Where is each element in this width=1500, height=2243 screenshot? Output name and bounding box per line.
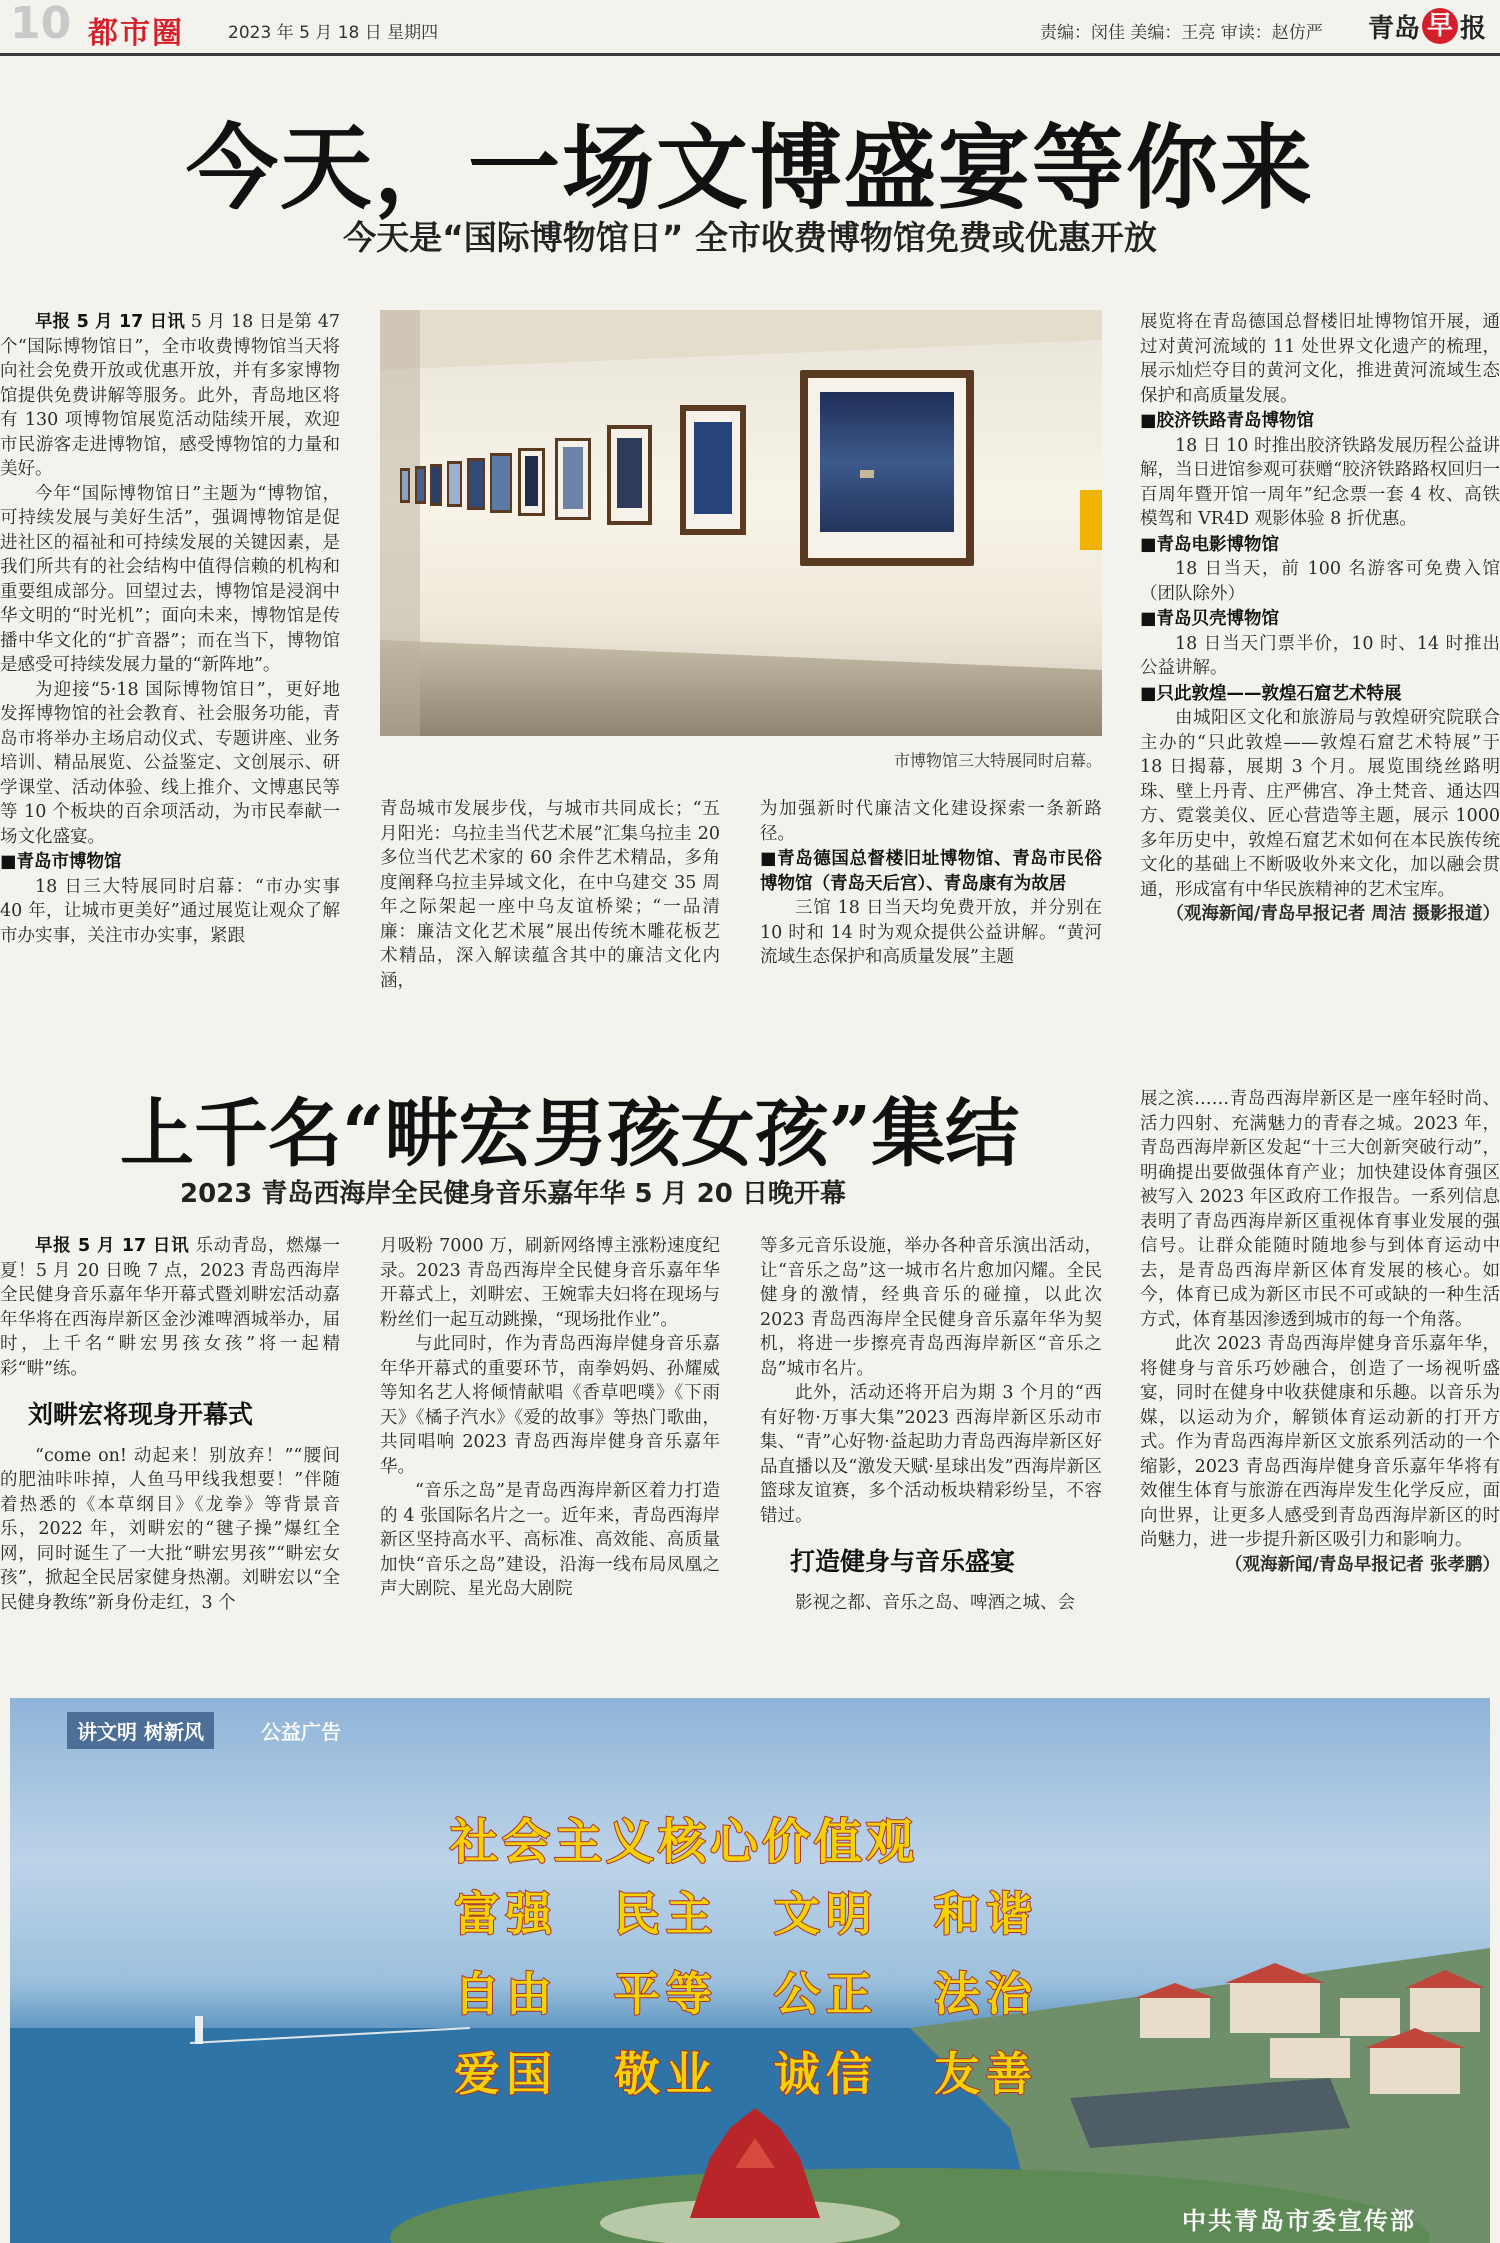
article1-c1-heading: ■青岛市博物馆 [0,852,122,872]
article1-c1-p4: 18 日三大特展同时启幕：“市办实事 40 年，让城市更美好”通过展览让观众了解市办实事，关注市办实事，紧跟 [0,876,340,946]
page-number: 10 [10,0,72,49]
article1-column-4 [1140,310,1500,1015]
core-value: 文明 [774,1887,878,1941]
page-header [0,0,1500,56]
core-value: 法治 [934,1967,1038,2021]
article2-c2-p2: 与此同时，作为青岛西海岸健身音乐嘉年华开幕式的重要环节，南拳妈妈、孙耀威等知名艺人将倾情献唱《香草吧噗》《下雨天》《橘子汽水》《爱的故事》等热门歌曲，共同唱响 2023 青岛西海岸健身音乐嘉年华。 [380,1334,720,1477]
core-value: 富强 [454,1887,558,1941]
article1-subhead: 今天是“国际博物馆日” 全市收费博物馆免费或优惠开放 [343,218,1157,257]
core-value: 友善 [934,2047,1038,2101]
photo-caption: 市博物馆三大特展同时启幕。 [893,751,1102,770]
core-value: 诚信 [774,2047,878,2101]
section-name: 都市圈 [88,16,184,51]
article1-credit: （观海新闻/青岛早报记者 周洁 摄影报道） [1166,904,1500,924]
core-value: 和谐 [934,1887,1038,1941]
article1-c3-p1: 为加强新时代廉洁文化建设探索一条新路径。 [760,799,1102,844]
article2-credit: （观海新闻/青岛早报记者 张孝鹏） [1225,1554,1500,1575]
article1-headline: 今天，一场文博盛宴等你来 [185,114,1314,222]
article2-c3-p3: 影视之都、音乐之岛、啤酒之城、会 [795,1592,1075,1613]
core-value: 平等 [614,1967,718,2021]
article2-c2-p3: “音乐之岛”是青岛西海岸新区着力打造的 4 张国际名片之一。近年来，青岛西海岸新区坚持高水平、高标准、高效能、高质量加快“音乐之岛”建设，沿海一线布局凤凰之声大剧院、星光岛大剧院 [380,1481,720,1599]
article2-c4-p1: 展之滨……青岛西海岸新区是一座年轻时尚、活力四射、充满魅力的青春之城。2023 年，青岛西海岸新区发起“十三大创新突破行动”，明确提出要做强体育产业；加快建设体育强区被写入 2023 年区政府工作报告。一系列信息表明了青岛西海岸新区重视体育事业发展的强信号。让群众能随时随地参与到体育运动中去，是青岛西海岸新区体育发展的核心。如今，体育已成为新区市民不可或缺的一种生活方式，体育基因渗透到城市的每一个角落。 [1140,1089,1500,1330]
article1-c4-p3: 18 日当天，前 100 名游客可免费入馆（团队除外） [1140,559,1500,604]
article1-c1-p1: 5 月 18 日是第 47 个“国际博物馆日”，全市收费博物馆当天将向社会免费开放或优惠开放，并有多家博物馆提供免费讲解等服务。此外，青岛地区将有 130 项博物馆展览活动陆续开展，欢迎市民游客走进博物馆，感受博物馆的力量和美好。 [0,312,340,479]
article2-c1-p2: “come on! 动起来！别放弃！”“腰间的肥油咔咔掉，人鱼马甲线我想要！”伴随着热悉的《本草纲目》《龙拳》等背景音乐，2022 年，刘畊宏的“毽子操”爆红全网，同时诞生了一大批“畊宏男孩”“畊宏女孩”，掀起全民居家健身热潮。刘畊宏以“全民健身教练”新身份走红，3 个 [0,1445,340,1613]
article1-c1-p2: 今年“国际博物馆日”主题为“博物馆，可持续发展与美好生活”，强调博物馆是促进社区的福祉和可持续发展的关键因素，是我们所共有的社会结构中值得信赖的机构和重要组成部分。回望过去，博物馆是浸润中华文明的“时光机”；面向未来，博物馆是传播中华文化的“扩音器”；而在当下，博物馆是感受可持续发展力量的“新阵地”。 [0,483,340,675]
article1-c4-heading-2: ■青岛电影博物馆 [1140,534,1280,555]
article1-c2-p1: 青岛城市发展步伐，与城市共同成长；“五月阳光：乌拉圭当代艺术展”汇集乌拉圭 20 多位当代艺术家的 60 余件艺术精品，多角度阐释乌拉圭异域文化，在中乌建交 35 周年之际架起一座中乌友谊桥梁；“一品清廉：廉洁文化艺术展”展出传统木雕花板艺术精品，深入解读蕴含其中的廉洁文化内涵， [380,799,720,991]
article1-dateline: 早报 5 月 17 日讯 [35,312,185,332]
article2-headline: 上千名“畊宏男孩女孩”集结 [120,1091,1020,1177]
article2-c1-p1: 乐动青岛，燃爆一夏！5 月 20 日晚 7 点，2023 青岛西海岸全民健身音乐嘉年华开幕式暨刘畊宏活动嘉年华将在西海岸新区金沙滩啤酒城举办，届时，上千名“畊宏男孩女孩”将一起精彩“畊”练。 [0,1236,340,1379]
public-service-ad [10,1698,1490,2243]
article2-column-2 [380,1234,720,1674]
article1-c4-heading-1: ■胶济铁路青岛博物馆 [1140,411,1315,431]
ad-publisher: 中共青岛市委宣传部 [1182,2207,1416,2235]
museum-exhibition-photo [380,310,1102,736]
article1-c3-heading: ■青岛德国总督楼旧址博物馆、青岛市民俗博物馆（青岛天后宫）、青岛康有为故居 [760,849,1102,894]
article2-column-1 [0,1234,340,1674]
article2-subhead: 2023 青岛西海岸全民健身音乐嘉年华 5 月 20 日晚开幕 [180,1179,846,1209]
core-value: 民主 [614,1887,718,1941]
editors-line: 责编：闵佳 美编：王亮 审读：赵仿严 [1040,23,1323,43]
article2-c2-p1: 月吸粉 7000 万，刷新网络博主涨粉速度纪录。2023 青岛西海岸全民健身音乐嘉年华开幕式上，刘畊宏、王婉霏夫妇将在现场与粉丝们一起互动跳操，“现场批作业”。 [380,1236,720,1330]
article1-c4-p4: 18 日当天门票半价，10 时、14 时推出公益讲解。 [1140,633,1500,678]
article1-column-1 [0,310,340,1010]
core-value: 敬业 [614,2047,718,2101]
paper-logo [1368,8,1486,44]
article1-column-3 [760,797,1102,1011]
paper-name-b: 早 [1422,8,1458,44]
core-value: 爱国 [454,2047,558,2101]
article1-c4-heading-4: ■只此敦煌——敦煌石窟艺术特展 [1140,683,1402,704]
core-values-grid [454,1878,1104,2104]
paper-name-c: 报 [1460,13,1487,44]
article2-dateline: 早报 5 月 17 日讯 [35,1236,190,1256]
article2-c3-subheading: 打造健身与音乐盛宴 [790,1547,1016,1576]
article1-c4-p2: 18 日 10 时推出胶济铁路发展历程公益讲解，当日进馆参观可获赠“胶济铁路路权回归一百周年暨开馆一周年”纪念票一套 4 枚、高铁模驾和 VR4D 观影体验 8 折优惠。 [1140,435,1500,529]
article2-column-3 [760,1234,1102,1674]
article2-c3-p2: 此外，活动还将开启为期 3 个月的“西有好物·万事大集”2023 西海岸新区乐动市集、“青”心好物·益起助力青岛西海岸新区好品直播以及“激发天赋·星球出发”西海岸新区篮球友谊赛，多个活动板块精彩纷呈，不容错过。 [760,1383,1102,1526]
article2-c4-p2: 此次 2023 青岛西海岸健身音乐嘉年华，将健身与音乐巧妙融合，创造了一场视听盛宴，同时在健身中收获健康和乐趣。以音乐为媒，以运动为介，解锁体育运动新的打开方式。作为青岛西海岸新区文旅系列活动的一个缩影，2023 青岛西海岸健身音乐嘉年华将有效催生体育与旅游在西海岸发生化学反应，面向世界，让更多人感受到青岛西海岸新区的时尚魅力，进一步提升新区吸引力和影响力。 [1140,1334,1500,1550]
paper-name-a: 青岛 [1368,13,1421,44]
article1-c4-p1: 展览将在青岛德国总督楼旧址博物馆开展，通过对黄河流域的 11 处世界文化遗产的梳理，展示灿烂夺目的黄河文化，推进黄河流域生态保护和高质量发展。 [1140,312,1500,406]
core-value: 自由 [454,1967,558,2021]
ad-title: 社会主义核心价值观 [450,1814,919,1870]
ad-campaign-tag: 讲文明 树新风 [67,1712,214,1749]
article2-c1-subheading: 刘畊宏将现身开幕式 [28,1400,254,1429]
article1-c3-p2: 三馆 18 日当天均免费开放，并分别在 10 时和 14 时为观众提供公益讲解。“黄河流域生态保护和高质量发展”主题 [760,898,1102,967]
ad-type-label: 公益广告 [261,1720,341,1744]
article2-c3-p1: 等多元音乐设施，举办各种音乐演出活动，让“音乐之岛”这一城市名片愈加闪耀。全民健身的激情，经典音乐的碰撞，以此次 2023 青岛西海岸全民健身音乐嘉年华为契机，将进一步擦亮青岛西海岸新区“音乐之岛”城市名片。 [760,1236,1102,1379]
core-value: 公正 [774,1967,878,2021]
issue-date: 2023 年 5 月 18 日 星期四 [228,23,439,43]
photo-illustration [380,310,1102,736]
article2-column-4 [1140,1087,1500,1687]
article1-c4-p5: 由城阳区文化和旅游局与敦煌研究院联合主办的“只此敦煌——敦煌石窟艺术特展”于 18 日揭幕，展期 3 个月。展览围绕丝路明珠、壁上丹青、庄严佛宫、净土梵音、通达四方、霓裳美仪、匠心营造等主题，展示 1000 多年历史中，敦煌石窟艺术如何在本民族传统文化的基础上不断吸收外来文化，加以融会贯通，形成富有中华民族精神的艺术宝库。 [1140,708,1500,900]
article1-c4-heading-3: ■青岛贝壳博物馆 [1140,609,1280,629]
article1-column-2 [380,797,720,1011]
article1-c1-p3: 为迎接“5·18 国际博物馆日”，更好地发挥博物馆的社会教育、社会服务功能，青岛市将举办主场启动仪式、专题讲座、业务培训、精品展览、公益鉴定、文创展示、研学课堂、活动体验、线上推介、文博惠民等等 10 个板块的百余项活动，为市民奉献一场文化盛宴。 [0,679,340,847]
